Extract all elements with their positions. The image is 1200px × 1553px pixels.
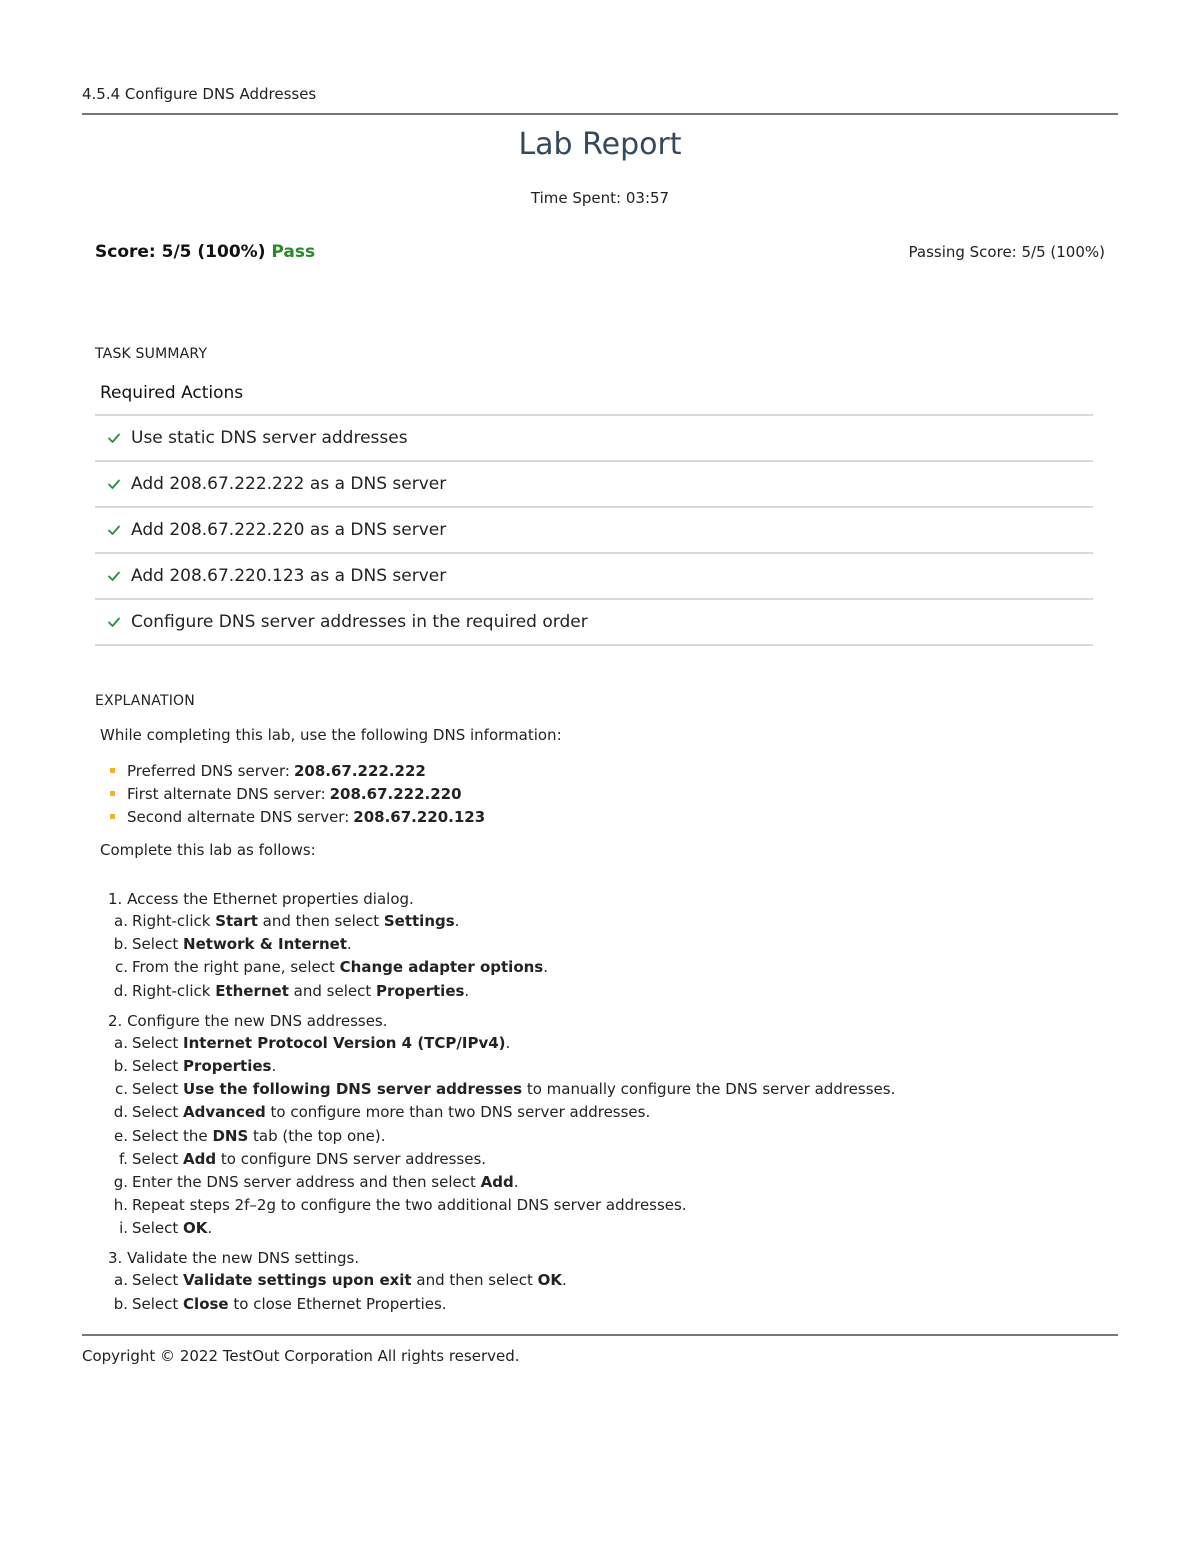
checkmark-icon [107, 477, 121, 491]
bullet-icon [110, 768, 115, 773]
substep-text: . [505, 1033, 511, 1052]
substep-text: and select [288, 981, 376, 1000]
dns-info-item [110, 805, 485, 828]
score-value: Score: 5/5 (100%) [95, 242, 266, 262]
substep-text: Select [132, 1056, 184, 1075]
page-title: Lab Report [518, 127, 682, 162]
time-spent: Time Spent: 03:57 [530, 189, 670, 207]
substep-text: tab (the top one). [248, 1126, 386, 1145]
substep-emphasis: Start [215, 912, 258, 930]
substep-text: . [561, 1271, 567, 1290]
bullet-icon [110, 791, 115, 796]
substep-item [108, 1032, 895, 1055]
substep-emphasis: Add [183, 1149, 217, 1168]
substep-letter: h. [113, 1196, 128, 1215]
substep-text: . [513, 1172, 519, 1191]
substep-letter: c. [114, 958, 128, 977]
substep-item [108, 1125, 895, 1148]
step-text: 1. Access the Ethernet properties dialog. [108, 890, 414, 908]
substep-text: and then select [411, 1271, 538, 1290]
dns-info-label: Second alternate DNS server: [127, 807, 350, 826]
required-action-label: Add 208.67.220.123 as a DNS server [131, 566, 447, 586]
substep-text: . [454, 912, 460, 930]
substep-item [108, 956, 895, 979]
required-action-item [95, 462, 1093, 508]
substep-emphasis: Internet Protocol Version 4 (TCP/IPv4) [183, 1033, 506, 1052]
score-summary [95, 242, 315, 262]
substep-emphasis: Properties [183, 1056, 272, 1075]
substep-letter: b. [113, 1294, 128, 1313]
required-action-label: Use static DNS server addresses [131, 428, 408, 448]
substep-text: . [464, 981, 470, 1000]
dns-info-value: 208.67.222.222 [293, 761, 426, 780]
substep-text: Select [132, 1103, 184, 1122]
substep-emphasis: Close [183, 1294, 229, 1313]
substep-letter: f. [119, 1149, 128, 1168]
pass-status-badge: Pass [271, 242, 316, 262]
substep-letter: b. [113, 935, 128, 954]
lab-name-header: 4.5.4 Configure DNS Addresses [82, 85, 317, 103]
substep-item [108, 1269, 895, 1292]
copyright-footer: Copyright © 2022 TestOut Corporation All rights reserved. [82, 1347, 520, 1365]
step-text: 3. Validate the new DNS settings. [108, 1249, 360, 1268]
required-action-item [95, 416, 1093, 462]
dns-info-value: 208.67.222.220 [329, 784, 462, 803]
substep-item [108, 1293, 895, 1316]
substep-text: . [271, 1056, 277, 1075]
substep-text: Right-click [132, 981, 216, 1000]
substep-item [108, 1171, 895, 1194]
substep-text: Select [132, 1219, 184, 1238]
substep-item [108, 910, 895, 933]
checkmark-icon [107, 523, 121, 537]
substep-emphasis: OK [537, 1271, 562, 1290]
substep-text: Enter the DNS server address and then select [132, 1172, 481, 1191]
substep-letter: g. [113, 1172, 128, 1191]
substep-emphasis: Network & Internet [183, 935, 348, 954]
step-item [108, 888, 895, 1003]
substep-text: Select [132, 1271, 184, 1290]
substep-emphasis: Validate settings upon exit [183, 1271, 412, 1290]
substep-text: Repeat steps 2f–2g to configure the two additional DNS server addresses. [132, 1196, 687, 1215]
substep-emphasis: Settings [383, 912, 455, 930]
substep-text: Select [132, 1149, 184, 1168]
dns-info-label: Preferred DNS server: [127, 761, 290, 780]
required-action-label: Add 208.67.222.220 as a DNS server [131, 520, 447, 540]
substep-item [108, 980, 895, 1003]
substep-item [108, 1217, 895, 1240]
substep-emphasis: DNS [212, 1126, 249, 1145]
substep-text: to close Ethernet Properties. [228, 1294, 447, 1313]
required-action-label: Configure DNS server addresses in the required order [131, 612, 588, 632]
checkmark-icon [107, 569, 121, 583]
checkmark-icon [107, 615, 121, 629]
substep-letter: e. [114, 1126, 128, 1145]
passing-score: Passing Score: 5/5 (100%) [908, 243, 1105, 261]
substeps-list [108, 910, 895, 1003]
substep-emphasis: Use the following DNS server addresses [183, 1080, 523, 1099]
complete-intro: Complete this lab as follows: [100, 841, 316, 859]
substep-item [108, 1078, 895, 1101]
substep-emphasis: Advanced [183, 1103, 266, 1122]
substep-emphasis: Change adapter options [339, 958, 544, 977]
required-actions-title: Required Actions [100, 383, 244, 403]
explanation-heading: EXPLANATION [95, 693, 195, 709]
required-action-item [95, 600, 1093, 646]
substep-letter: b. [113, 1056, 128, 1075]
checkmark-icon [107, 431, 121, 445]
substep-item [108, 1055, 895, 1078]
substep-text: Select [132, 935, 184, 954]
substep-text: to configure DNS server addresses. [216, 1149, 487, 1168]
substep-text: From the right pane, select [132, 958, 340, 977]
dns-info-item [110, 782, 485, 805]
step-item [108, 1010, 895, 1241]
substep-text: . [347, 935, 352, 954]
substep-emphasis: Properties [376, 981, 465, 1000]
dns-info-item [110, 759, 485, 782]
substep-letter: a. [114, 1271, 128, 1290]
substep-item [108, 1194, 895, 1217]
step-item [108, 1247, 895, 1315]
substep-letter: c. [114, 1080, 128, 1099]
steps-list [108, 888, 895, 1323]
substep-text: Select the [132, 1126, 213, 1145]
substep-text: to manually configure the DNS server addresses. [522, 1080, 896, 1099]
substep-emphasis: OK [183, 1219, 208, 1238]
substep-text: and then select [257, 912, 384, 930]
step-text: 2. Configure the new DNS addresses. [108, 1011, 388, 1030]
substep-letter: a. [114, 912, 128, 930]
substep-letter: d. [113, 981, 128, 1000]
required-actions-list [95, 414, 1093, 646]
required-action-label: Add 208.67.222.222 as a DNS server [131, 474, 447, 494]
substep-letter: i. [119, 1219, 128, 1238]
substep-letter: d. [113, 1103, 128, 1122]
substep-emphasis: Add [480, 1172, 514, 1191]
substeps-list [108, 1269, 895, 1315]
substeps-list [108, 1032, 895, 1241]
substep-emphasis: Ethernet [215, 981, 289, 1000]
substep-item [108, 1148, 895, 1171]
substep-letter: a. [114, 1033, 128, 1052]
substep-text: Right-click [132, 912, 216, 930]
substep-text: Select [132, 1080, 184, 1099]
required-action-item [95, 508, 1093, 554]
required-action-item [95, 554, 1093, 600]
explanation-intro: While completing this lab, use the following DNS information: [100, 726, 562, 744]
task-summary-heading: TASK SUMMARY [95, 346, 208, 362]
dns-info-value: 208.67.220.123 [353, 807, 486, 826]
bullet-icon [110, 814, 115, 819]
substep-text: . [207, 1219, 213, 1238]
substep-text: Select [132, 1294, 184, 1313]
dns-info-list [110, 759, 485, 828]
footer-divider [82, 1334, 1118, 1336]
header-divider [82, 113, 1118, 115]
substep-item [108, 1101, 895, 1124]
substep-text: . [543, 958, 549, 977]
dns-info-label: First alternate DNS server: [127, 784, 326, 803]
substep-text: Select [132, 1033, 184, 1052]
substep-text: to configure more than two DNS server addresses. [265, 1103, 651, 1122]
substep-item [108, 933, 895, 956]
